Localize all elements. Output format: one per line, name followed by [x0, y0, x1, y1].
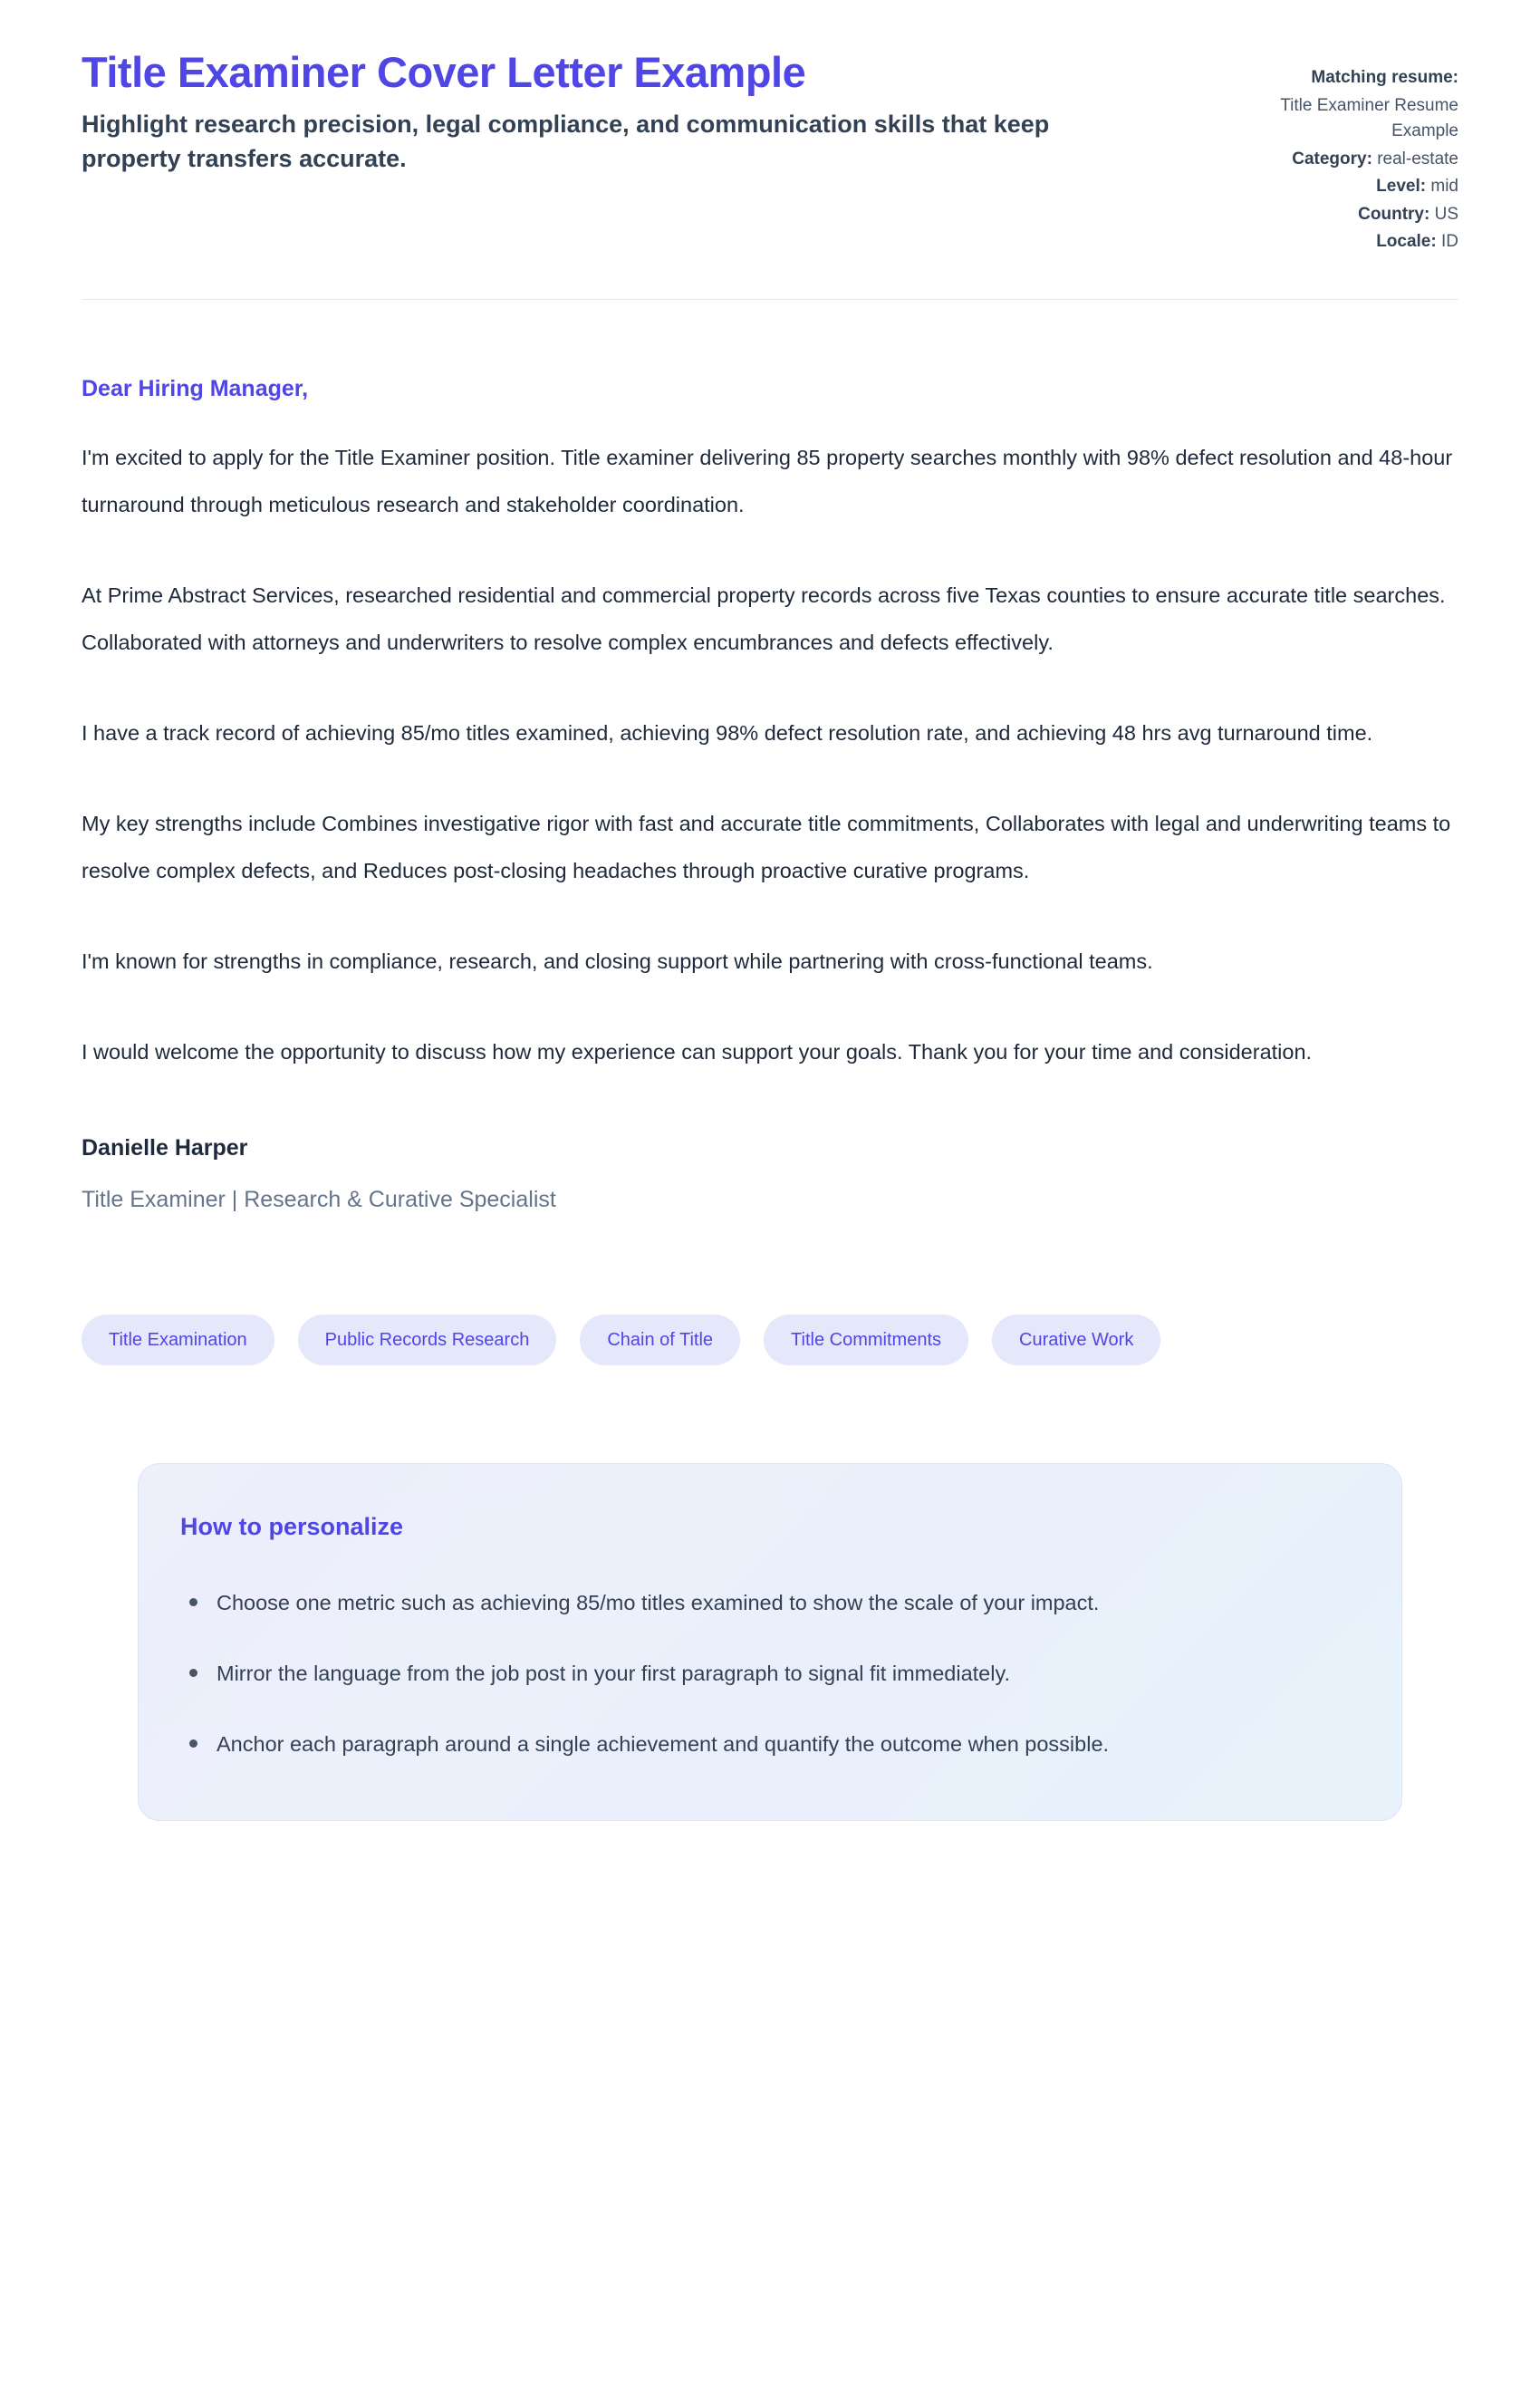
meta-value: real-estate — [1377, 149, 1458, 169]
personalize-tip-list — [180, 1579, 1347, 1768]
meta-value: mid — [1430, 177, 1458, 196]
meta-value: US — [1434, 204, 1458, 224]
header-titles — [82, 47, 1055, 177]
meta-value: ID — [1441, 232, 1458, 251]
meta-field-country: Country: US — [1358, 204, 1458, 224]
tag-curative-work[interactable]: Curative Work — [992, 1315, 1160, 1365]
skill-tags — [82, 1315, 1458, 1365]
signature-block — [82, 1135, 1458, 1213]
matching-resume-label: Matching resume: — [1311, 68, 1458, 87]
header-divider — [82, 299, 1458, 300]
signature-role: Title Examiner | Research & Curative Specialist — [82, 1187, 556, 1212]
meta-field-category: Category: real-estate — [1292, 149, 1458, 169]
letter-paragraph: I would welcome the opportunity to discuss how my experience can support your goals. Thank you for your time and consideration. — [82, 1040, 1313, 1064]
meta-field-level: Level: mid — [1376, 177, 1458, 196]
resume-meta-panel — [1223, 47, 1458, 255]
letter-greeting: Dear Hiring Manager, — [82, 375, 309, 401]
personalize-tips-card — [138, 1463, 1402, 1821]
signature-name: Danielle Harper — [82, 1135, 248, 1161]
tag-title-examination[interactable]: Title Examination — [82, 1315, 274, 1365]
personalize-tip: Choose one metric such as achieving 85/mo titles examined to show the scale of your impact. — [180, 1579, 1322, 1626]
page-title: Title Examiner Cover Letter Example — [82, 48, 806, 96]
page-subtitle: Highlight research precision, legal compliance, and communication skills that keep property transfers accurate. — [82, 111, 1050, 173]
letter-body — [82, 434, 1458, 1075]
letter-paragraph: At Prime Abstract Services, researched residential and commercial property records across five Texas counties to ensure accurate title searches. Collaborated with attorneys and underwriters to resolve complex encumbrances and defects effectively. — [82, 583, 1446, 654]
letter-paragraph: My key strengths include Combines investigative rigor with fast and accurate title commitments, Collaborates with legal and underwriting teams to resolve complex defects, and Reduces post-closing headaches through proactive curative programs. — [82, 812, 1451, 882]
tag-chain-of-title[interactable]: Chain of Title — [580, 1315, 740, 1365]
personalize-tip: Mirror the language from the job post in your first paragraph to signal fit immediately. — [180, 1650, 1322, 1697]
tag-public-records-research[interactable]: Public Records Research — [298, 1315, 557, 1365]
letter-paragraph: I'm excited to apply for the Title Examiner position. Title examiner delivering 85 property searches monthly with 98% defect resolution and 48-hour turnaround through meticulous research and stakeholder coordination. — [82, 446, 1453, 516]
letter-paragraph: I'm known for strengths in compliance, research, and closing support while partnering with cross-functional teams. — [82, 949, 1153, 973]
matching-resume-value: Title Examiner Resume Example — [1280, 95, 1458, 140]
personalize-heading: How to personalize — [180, 1513, 404, 1540]
meta-field-locale: Locale: ID — [1376, 232, 1458, 251]
letter-paragraph: I have a track record of achieving 85/mo titles examined, achieving 98% defect resolution rate, and achieving 48 hrs avg turnaround time. — [82, 721, 1373, 745]
page-header — [82, 47, 1458, 255]
tag-title-commitments[interactable]: Title Commitments — [764, 1315, 968, 1365]
personalize-tip: Anchor each paragraph around a single achievement and quantify the outcome when possible. — [180, 1720, 1322, 1768]
